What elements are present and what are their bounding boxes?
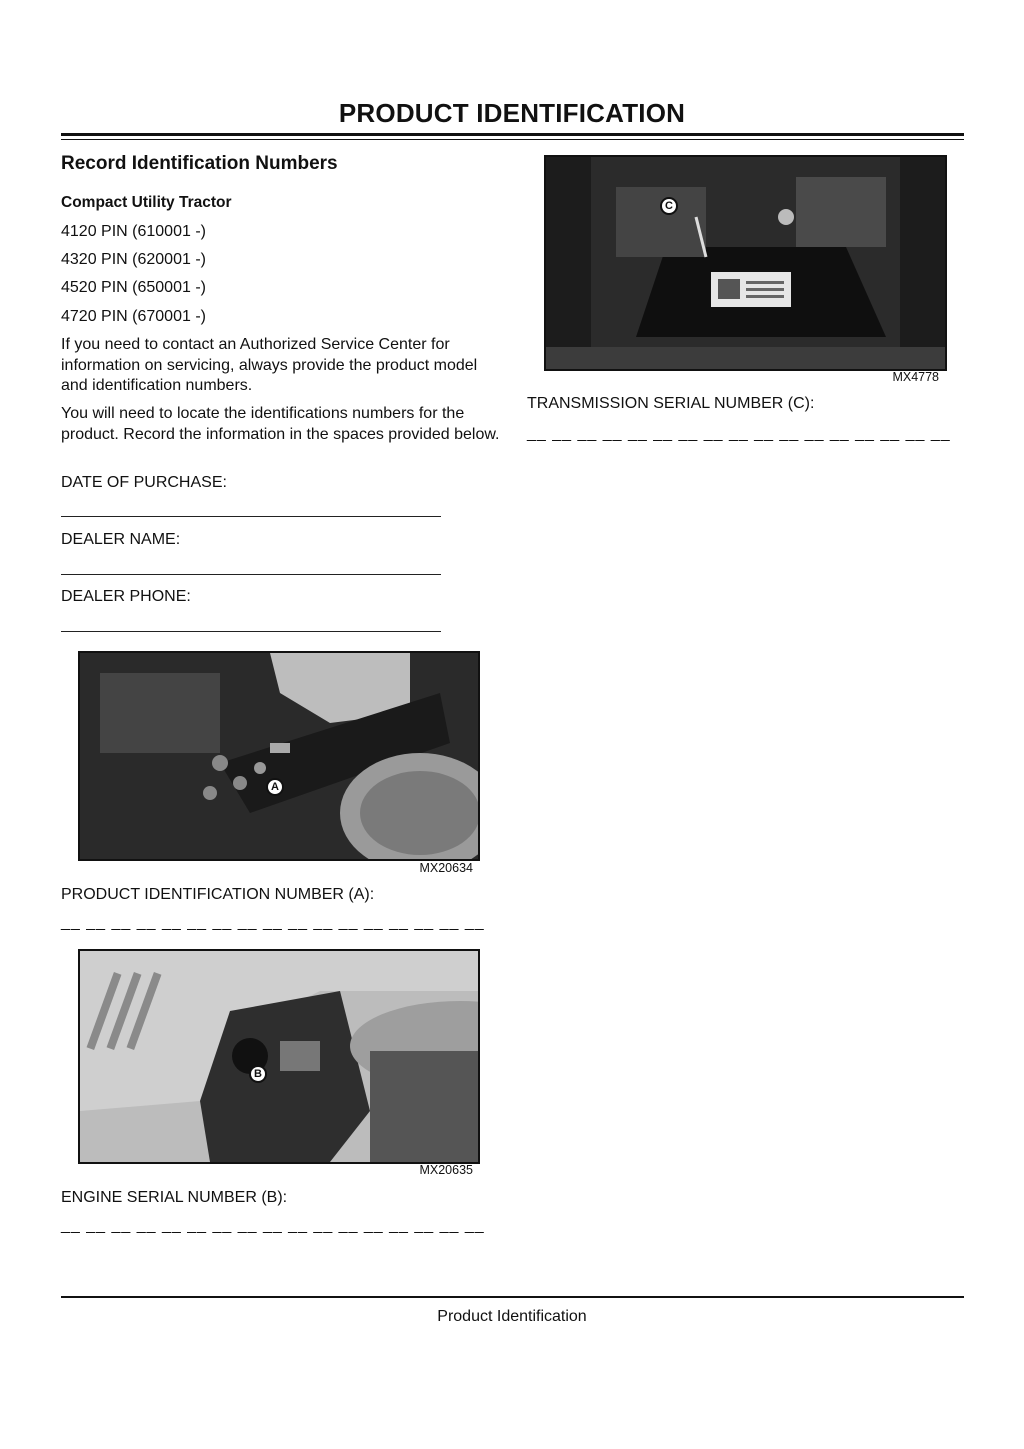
pin-line: 4520 PIN (650001 -) <box>61 279 206 296</box>
product-id-number-blank: __ __ __ __ __ __ __ __ __ __ __ __ __ __ __ __ __ <box>61 914 485 931</box>
pin-line: 4720 PIN (670001 -) <box>61 308 206 325</box>
dealer-phone-label: DEALER PHONE: <box>61 588 191 605</box>
transmission-serial-number-label: TRANSMISSION SERIAL NUMBER (C): <box>527 395 815 412</box>
engine-serial-number-blank: __ __ __ __ __ __ __ __ __ __ __ __ __ __ __ __ __ <box>61 1217 485 1234</box>
locate-paragraph: You will need to locate the identifications numbers for the product. Record the information in the spaces provided below. <box>61 405 500 443</box>
date-of-purchase-label: DATE OF PURCHASE: <box>61 474 227 491</box>
figure-c-photo <box>544 155 947 371</box>
figure-a-photo <box>78 651 480 861</box>
dealer-name-blank <box>61 574 441 575</box>
callout-b: B <box>249 1065 267 1083</box>
product-id-number-label: PRODUCT IDENTIFICATION NUMBER (A): <box>61 886 375 903</box>
transmission-serial-number-blank: __ __ __ __ __ __ __ __ __ __ __ __ __ __ __ __ __ <box>527 425 951 442</box>
date-of-purchase-blank <box>61 516 441 517</box>
page-title: PRODUCT IDENTIFICATION <box>338 98 686 128</box>
footer-rule <box>61 1296 964 1298</box>
dealer-phone-blank <box>61 631 441 632</box>
figure-b-caption: MX20635 <box>419 1163 473 1177</box>
callout-a: A <box>266 778 284 796</box>
pin-line: 4120 PIN (610001 -) <box>61 223 206 240</box>
dealer-name-label: DEALER NAME: <box>61 531 181 548</box>
info-paragraph: If you need to contact an Authorized Service Center for information on servicing, always provide the product model and identification numbers. <box>61 336 478 394</box>
section-title: Record Identification Numbers <box>61 153 338 174</box>
engine-serial-number-label: ENGINE SERIAL NUMBER (B): <box>61 1189 288 1206</box>
header-rule <box>61 133 964 136</box>
header-rule-thin <box>61 139 964 140</box>
subhead: Compact Utility Tractor <box>61 194 232 211</box>
figure-a-caption: MX20634 <box>419 861 473 875</box>
footer-text: Product Identification <box>437 1308 587 1325</box>
figure-b-photo <box>78 949 480 1164</box>
pin-line: 4320 PIN (620001 -) <box>61 251 206 268</box>
figure-c-caption: MX4778 <box>892 370 939 384</box>
callout-c: C <box>660 197 678 215</box>
